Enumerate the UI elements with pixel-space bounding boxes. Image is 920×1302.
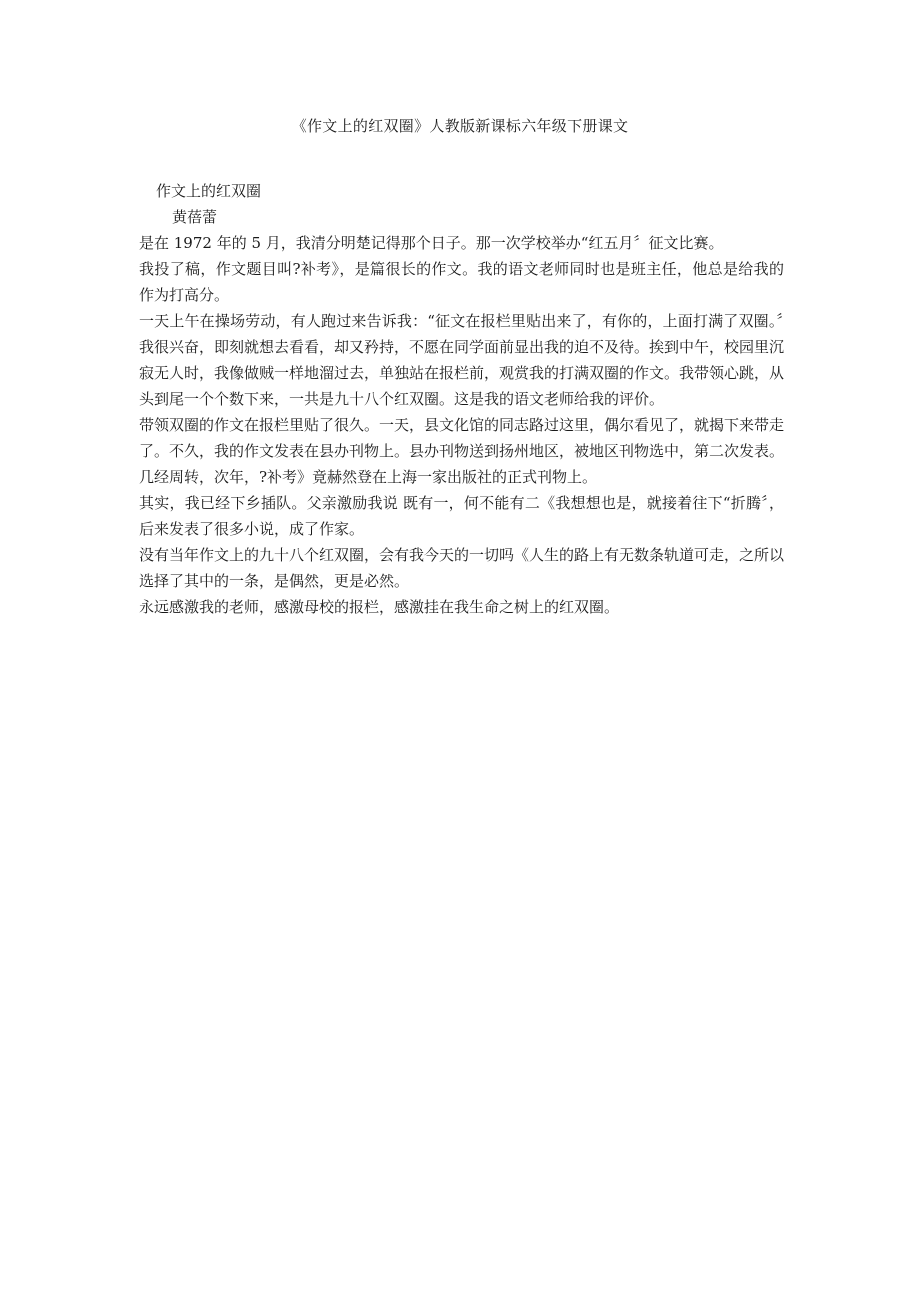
paragraph: 其实，我已经下乡插队。父亲激励我说 既有一，何不能有二《我想想也是，就接着往下“折腾〞，后来发表了很多小说，成了作家。 [139,494,784,538]
document-body [139,178,784,620]
paragraph: 没有当年作文上的九十八个红双圈，会有我今天的一切吗《人生的路上有无数条轨道可走，之所以选择了其中的一条，是偶然，更是必然。 [139,546,785,590]
essay-author: 黄蓓蕾 [172,208,218,226]
document-title: 《作文上的红双圈》人教版新课标六年级下册课文 [291,117,629,135]
paragraph: 是在 1972 年的 5 月，我清分明楚记得那个日子。那一次学校举办“红五月〞征文比赛。 [139,234,724,252]
paragraph: 带领双圈的作文在报栏里贴了很久。一天，县文化馆的同志路过这里，偶尔看见了，就揭下来带走了。不久，我的作文发表在县办刊物上。县办刊物送到扬州地区，被地区刊物选中，第二次发表。几经周转，次年，?补考》竟赫然登在上海一家出版社的正式刊物上。 [139,416,785,486]
essay-title: 作文上的红双圈 [156,182,262,200]
paragraph: 永远感激我的老师，感激母校的报栏，感激挂在我生命之树上的红双圈。 [139,598,620,616]
paragraph: 一天上午在操场劳动，有人跑过来告诉我：“征文在报栏里贴出来了，有你的，上面打满了双圈。〞我很兴奋，即刻就想去看看，却又矜持，不愿在同学面前显出我的迫不及待。挨到中午，校园里沉寂无人时，我像做贼一样地溜过去，单独站在报栏前，观赏我的打满双圈的作文。我带领心跳，从头到尾一个个数下来，一共是九十八个红双圈。这是我的语文老师给我的评价。 [139,312,785,408]
paragraph: 我投了稿，作文题目叫?补考》，是篇很长的作文。我的语文老师同时也是班主任，他总是给我的作为打高分。 [139,260,784,304]
